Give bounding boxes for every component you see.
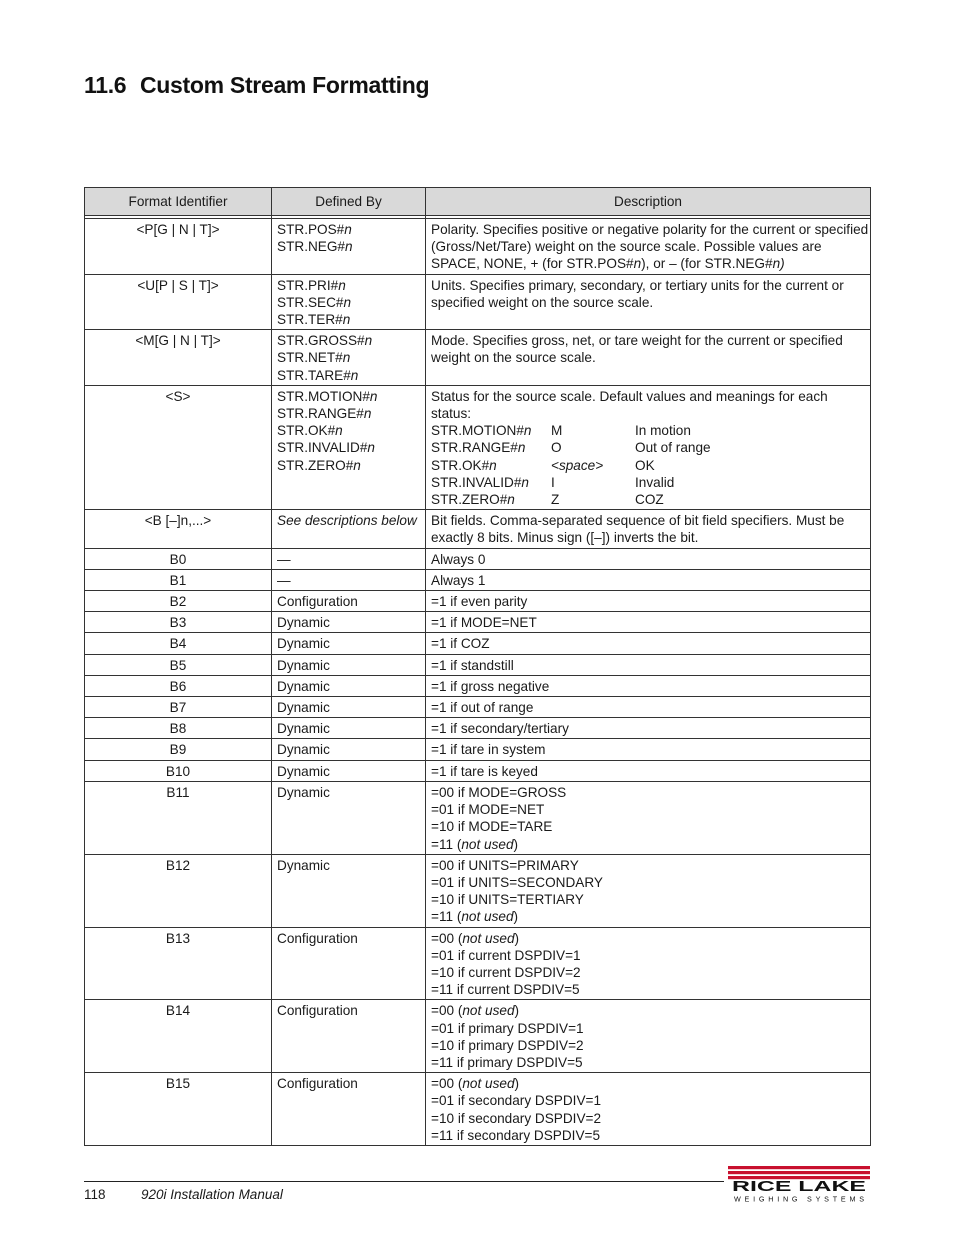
bit-description [426, 591, 871, 612]
instance-suffix: n [344, 239, 353, 255]
desc-line [431, 891, 865, 908]
format-identifier: <B [–]n,...> [85, 510, 272, 548]
desc-text: Always 0 [431, 551, 486, 567]
section-number: 11.6 [84, 72, 127, 98]
status-meaning: OK [635, 457, 655, 473]
desc-text: =11 if primary DSPDIV=5 [431, 1054, 583, 1070]
desc-text: =1 if tare is keyed [431, 763, 538, 779]
header-defined-by: Defined By [272, 188, 426, 216]
page-number: 118 [84, 1187, 106, 1202]
bit-description [426, 1073, 871, 1146]
bit-defined-by: Dynamic [272, 718, 426, 739]
desc-text: =10 if UNITS=TERTIARY [431, 892, 584, 908]
desc-line: Mode. Specifies gross, net, or tare weight for the current or specified [431, 333, 843, 349]
desc-line: weight on the source scale. [431, 350, 596, 366]
instance-suffix: n [343, 294, 352, 310]
bit-identifier: B14 [85, 1000, 272, 1073]
setting-name: STR.MOTION# [431, 423, 524, 439]
desc-line [431, 836, 865, 853]
setting-name: STR.ZERO# [277, 457, 354, 473]
bit-description [426, 654, 871, 675]
desc-text: =11 if current DSPDIV=5 [431, 982, 580, 998]
defined-line [277, 221, 420, 238]
desc-line [431, 930, 865, 947]
desc-text: =11 ( [431, 836, 462, 852]
desc-text: =01 if current DSPDIV=1 [431, 947, 581, 963]
bit-identifier: B2 [85, 591, 272, 612]
bit-defined-by: Dynamic [272, 633, 426, 654]
desc-text: SPACE, NONE, + (for STR.POS# [431, 256, 634, 272]
bit-identifier: B7 [85, 697, 272, 718]
desc-line [431, 657, 865, 674]
setting-name: STR.RANGE# [277, 406, 364, 422]
defined-line [277, 422, 420, 439]
status-meaning: Out of range [635, 440, 711, 456]
status-name [431, 457, 551, 474]
instance-suffix: n [342, 350, 351, 366]
bit-defined-by: Dynamic [272, 739, 426, 760]
status-code: O [551, 440, 562, 456]
defined-by [272, 385, 426, 509]
desc-text: =01 if secondary DSPDIV=1 [431, 1093, 602, 1109]
instance-suffix: n [338, 277, 346, 293]
bit-identifier: B13 [85, 927, 272, 1000]
desc-text: =1 if tare in system [431, 742, 546, 758]
bit-identifier: B8 [85, 718, 272, 739]
status-meaning: In motion [635, 423, 691, 439]
defined-line [277, 388, 420, 405]
bit-description [426, 569, 871, 590]
defined-line [277, 405, 420, 422]
status-name [431, 474, 551, 491]
setting-name: STR.ZERO# [431, 492, 508, 508]
logo-tagline-text: WEIGHING SYSTEMS [734, 1194, 864, 1204]
desc-line [431, 801, 865, 818]
setting-name: STR.TER# [277, 312, 343, 328]
format-table [84, 187, 871, 1146]
desc-text: =1 if out of range [431, 700, 534, 716]
desc-text: =10 if MODE=TARE [431, 819, 553, 835]
header-format-identifier: Format Identifier [85, 188, 272, 216]
desc-line [431, 784, 865, 801]
desc-text: =1 if even parity [431, 594, 528, 610]
bit-row [85, 569, 871, 590]
desc-text: ), or – (for STR.NEG# [641, 256, 773, 272]
bit-description [426, 548, 871, 569]
desc-line: Bit fields. Comma-separated sequence of bit field specifiers. Must be [431, 513, 845, 529]
defined-line [277, 277, 420, 294]
desc-line [431, 741, 865, 758]
desc-line [431, 720, 865, 737]
desc-line [431, 947, 865, 964]
description [426, 274, 871, 330]
desc-text: Always 1 [431, 572, 486, 588]
rice-lake-logo [728, 1164, 870, 1204]
defined-by [272, 219, 426, 275]
desc-line: Polarity. Specifies positive or negative polarity for the current or specified [431, 222, 869, 237]
italic-text: not used [462, 1003, 515, 1019]
bit-description [426, 927, 871, 1000]
setting-name: STR.INVALID# [277, 440, 368, 456]
bit-row [85, 591, 871, 612]
desc-line [431, 635, 865, 652]
italic-text: not used [462, 930, 515, 946]
instance-suffix: n [521, 474, 529, 490]
desc-text: =1 if gross negative [431, 678, 550, 694]
desc-text: =10 if current DSPDIV=2 [431, 964, 581, 980]
desc-line [431, 981, 865, 998]
instance-suffix: n [489, 457, 497, 473]
defined-line [277, 311, 420, 328]
bit-row [85, 612, 871, 633]
setting-name: STR.NEG# [277, 239, 345, 255]
desc-line [431, 1054, 865, 1071]
status-name [431, 491, 551, 508]
bit-identifier: B10 [85, 760, 272, 781]
bit-row [85, 854, 871, 927]
desc-text: ) [513, 836, 519, 852]
bit-description [426, 633, 871, 654]
bit-identifier: B3 [85, 612, 272, 633]
desc-line [431, 255, 865, 272]
setting-name: STR.PRI# [277, 277, 339, 293]
table-header-row [85, 188, 871, 216]
desc-line [431, 1127, 865, 1144]
desc-line [431, 1020, 865, 1037]
bit-identifier: B4 [85, 633, 272, 654]
desc-line [431, 1002, 865, 1019]
instance-suffix: n [342, 312, 351, 328]
desc-line [431, 763, 865, 780]
bit-row [85, 718, 871, 739]
desc-line [431, 908, 865, 925]
instance-suffix: n [335, 423, 343, 439]
setting-name: STR.OK# [277, 423, 336, 439]
bit-identifier: B1 [85, 569, 272, 590]
desc-text: =1 if MODE=NET [431, 615, 537, 631]
bit-defined-by: Dynamic [272, 697, 426, 718]
desc-text: =01 if primary DSPDIV=1 [431, 1020, 584, 1036]
bit-row [85, 739, 871, 760]
bit-row [85, 633, 871, 654]
logo-stripes [728, 1166, 870, 1179]
bit-defined-by: Dynamic [272, 854, 426, 927]
instance-suffix: n [507, 492, 515, 508]
desc-line [431, 572, 865, 589]
section-heading [84, 72, 429, 99]
status-code: M [551, 423, 563, 439]
desc-text: ) [513, 909, 519, 925]
setting-name: STR.POS# [277, 222, 345, 237]
table-body [85, 216, 871, 1146]
section-title: Custom Stream Formatting [140, 72, 430, 98]
bit-description [426, 854, 871, 927]
logo-brand-text: RICE LAKE [732, 1179, 867, 1195]
header-description: Description [426, 188, 871, 216]
table-row [85, 274, 871, 330]
format-identifier: <S> [85, 385, 272, 509]
defined-line [277, 238, 420, 255]
setting-name: STR.NET# [277, 350, 343, 366]
bit-identifier: B0 [85, 548, 272, 569]
italic-text: not used [461, 909, 514, 925]
bit-description [426, 781, 871, 854]
description [426, 219, 871, 275]
description [426, 510, 871, 548]
format-identifier: <M[G | N | T]> [85, 330, 272, 386]
status-code: I [551, 474, 555, 490]
footer-rule [84, 1181, 724, 1182]
desc-text: ) [514, 1003, 520, 1019]
format-identifier: <U[P | S | T]> [85, 274, 272, 330]
bit-identifier: B12 [85, 854, 272, 927]
italic-text: not used [461, 836, 514, 852]
bit-row [85, 927, 871, 1000]
status-name [431, 422, 551, 439]
instance-suffix: n [517, 440, 526, 456]
bit-row [85, 1073, 871, 1146]
desc-line [431, 1110, 865, 1127]
desc-text: ) [514, 930, 520, 946]
desc-line [431, 614, 865, 631]
desc-text: =00 if MODE=GROSS [431, 784, 567, 800]
defined-by [272, 330, 426, 386]
desc-line [431, 1037, 865, 1054]
defined-line [277, 332, 420, 349]
bit-defined-by: Configuration [272, 1000, 426, 1073]
desc-text: =1 if COZ [431, 636, 490, 652]
desc-line: Units. Specifies primary, secondary, or tertiary units for the current or [431, 277, 844, 293]
bit-defined-by: Configuration [272, 1073, 426, 1146]
instance-suffix: n [367, 440, 375, 456]
instance-suffix: n [353, 457, 361, 473]
bit-defined-by: Dynamic [272, 781, 426, 854]
instance-suffix: n) [772, 256, 785, 272]
bit-row [85, 781, 871, 854]
bit-description [426, 675, 871, 696]
status-code: <space> [551, 457, 604, 473]
bit-identifier: B15 [85, 1073, 272, 1146]
bit-defined-by: Dynamic [272, 654, 426, 675]
bit-description [426, 739, 871, 760]
description [426, 330, 871, 386]
table-row [85, 219, 871, 275]
bit-identifier: B9 [85, 739, 272, 760]
instance-suffix: n [350, 367, 359, 383]
bit-row [85, 760, 871, 781]
bit-identifier: B6 [85, 675, 272, 696]
desc-line [431, 699, 865, 716]
desc-line [431, 551, 865, 568]
desc-text: =11 ( [431, 909, 462, 925]
bit-row [85, 548, 871, 569]
desc-text: =00 if UNITS=PRIMARY [431, 857, 579, 873]
bit-identifier: B5 [85, 654, 272, 675]
bit-description [426, 760, 871, 781]
defined-by [272, 274, 426, 330]
desc-line: status: [431, 406, 472, 422]
status-table [431, 422, 865, 508]
defined-by [272, 510, 426, 548]
format-identifier: <P[G | N | T]> [85, 219, 272, 275]
table-row [85, 330, 871, 386]
bit-identifier: B11 [85, 781, 272, 854]
defined-line [277, 367, 420, 384]
instance-suffix: n [369, 388, 378, 404]
desc-line [431, 593, 865, 610]
bit-defined-by: — [272, 548, 426, 569]
desc-text: =11 if secondary DSPDIV=5 [431, 1127, 601, 1143]
desc-line [431, 1075, 865, 1092]
desc-text: =00 ( [431, 930, 463, 946]
bit-row [85, 654, 871, 675]
instance-suffix: n [344, 222, 352, 237]
status-code: Z [551, 492, 560, 508]
bit-defined-by: Dynamic [272, 760, 426, 781]
desc-text: =10 if primary DSPDIV=2 [431, 1037, 584, 1053]
desc-line [431, 818, 865, 835]
desc-text: ) [514, 1076, 520, 1092]
manual-title: 920i Installation Manual [141, 1187, 283, 1202]
instance-suffix: n [364, 333, 373, 349]
desc-line: specified weight on the source scale. [431, 294, 654, 310]
setting-name: STR.MOTION# [277, 388, 370, 404]
setting-name: STR.TARE# [277, 367, 351, 383]
desc-line: Status for the source scale. Default values and meanings for each [431, 388, 828, 404]
bit-defined-by: — [272, 569, 426, 590]
status-meaning: Invalid [635, 474, 675, 490]
desc-text: =1 if standstill [431, 657, 514, 673]
bit-description [426, 718, 871, 739]
instance-suffix: n [523, 423, 532, 439]
desc-line [431, 678, 865, 695]
desc-text: =10 if secondary DSPDIV=2 [431, 1110, 602, 1126]
bit-row [85, 697, 871, 718]
bit-description [426, 1000, 871, 1073]
instance-suffix: n [633, 256, 642, 272]
defined-line [277, 439, 420, 456]
status-name [431, 439, 551, 456]
desc-text: =00 ( [431, 1003, 463, 1019]
desc-line [431, 874, 865, 891]
desc-line: (Gross/Net/Tare) weight on the source scale. Possible values are [431, 239, 822, 255]
instance-suffix: n [363, 406, 372, 422]
bit-defined-by: Dynamic [272, 675, 426, 696]
setting-name: STR.RANGE# [431, 440, 518, 456]
status-meaning: COZ [635, 492, 664, 508]
bit-defined-by: Configuration [272, 591, 426, 612]
bit-description [426, 612, 871, 633]
desc-line [431, 857, 865, 874]
setting-name: STR.INVALID# [431, 474, 522, 490]
bit-description [426, 697, 871, 718]
description [426, 385, 871, 509]
italic-text: not used [462, 1076, 515, 1092]
setting-name: STR.GROSS# [277, 333, 365, 349]
defined-line [277, 457, 420, 474]
desc-text: =01 if MODE=NET [431, 802, 545, 818]
desc-text: =1 if secondary/tertiary [431, 721, 569, 737]
bit-defined-by: Configuration [272, 927, 426, 1000]
defined-note: See descriptions below [277, 513, 417, 529]
desc-line [431, 964, 865, 981]
defined-line [277, 349, 420, 366]
bit-row [85, 1000, 871, 1073]
setting-name: STR.SEC# [277, 294, 344, 310]
desc-text: =01 if UNITS=SECONDARY [431, 874, 603, 890]
desc-line: exactly 8 bits. Minus sign ([–]) inverts the bit. [431, 530, 699, 546]
bit-defined-by: Dynamic [272, 612, 426, 633]
desc-line [431, 1092, 865, 1109]
defined-line [277, 294, 420, 311]
table-row [85, 510, 871, 548]
bit-row [85, 675, 871, 696]
table-row [85, 385, 871, 509]
setting-name: STR.OK# [431, 457, 490, 473]
desc-text: =00 ( [431, 1076, 463, 1092]
